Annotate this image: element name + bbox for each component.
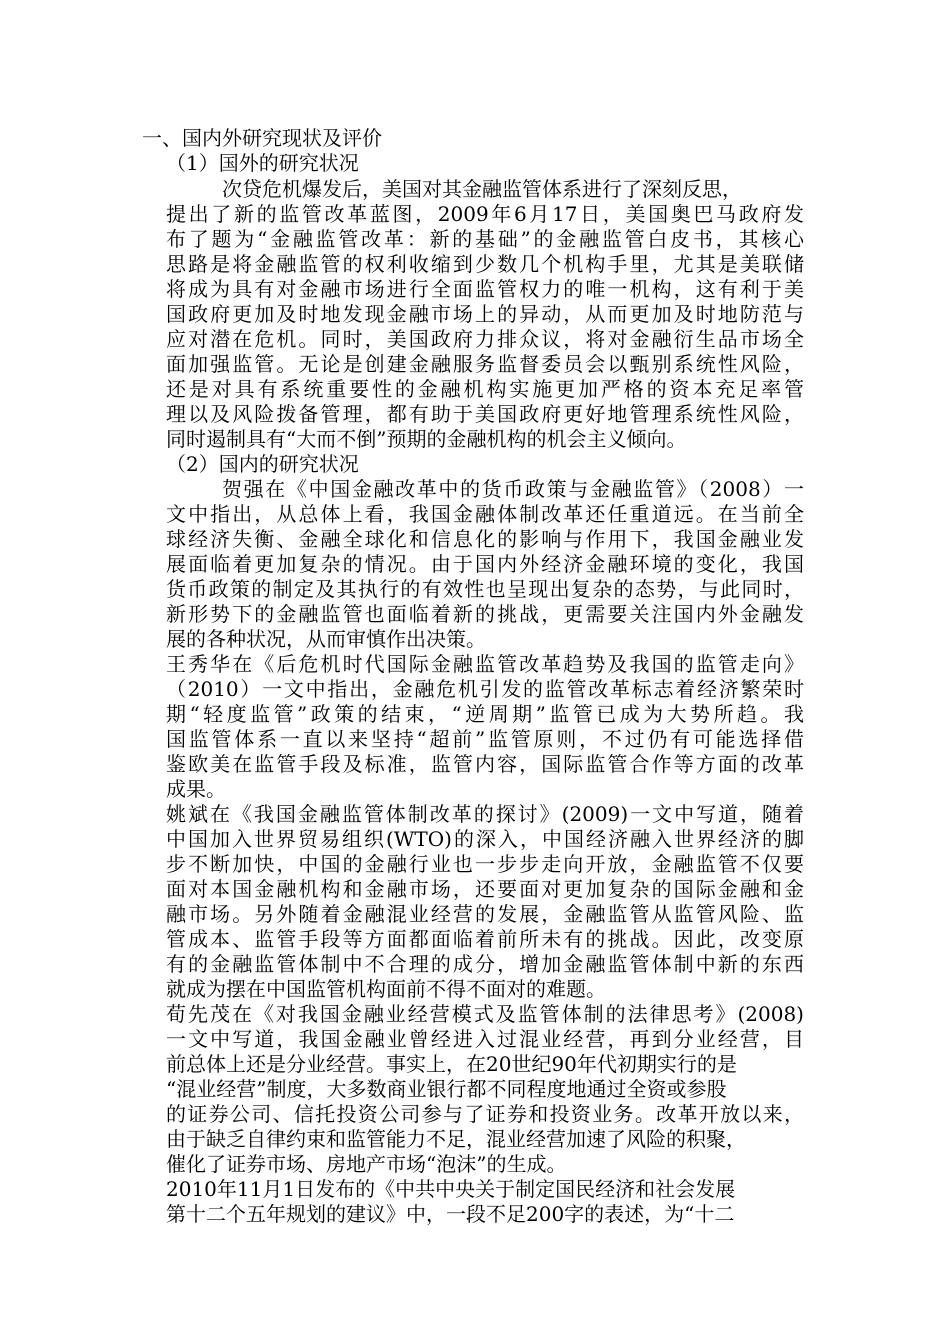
- text-line: 同时遏制具有“大而不倒”预期的金融机构的机会主义倾向。: [166, 427, 687, 451]
- text-line: 国监管体系一直以来坚持“超前”监管原则，不过仍有可能选择借: [166, 727, 804, 751]
- text-line: 成果。: [166, 777, 226, 801]
- text-line: 催化了证券市场、房地产市场“泡沫”的生成。: [166, 1152, 567, 1176]
- text-line: 思路是将金融监管的权利收缩到少数几个机构手里，尤其是美联储: [166, 252, 804, 276]
- text-line: 将成为具有对金融市场进行全面监管权力的唯一机构，这有利于美: [166, 277, 804, 301]
- text-line: 新形势下的金融监管也面临着新的挑战，更需要关注国内外金融发: [166, 602, 804, 626]
- text-line: 的证券公司、信托投资公司参与了证券和投资业务。改革开放以来，: [166, 1102, 804, 1126]
- subheading-domestic: （2）国内的研究状况: [166, 452, 359, 476]
- text-line: 次贷危机爆发后，美国对其金融监管体系进行了深刻反思，: [222, 177, 742, 201]
- text-line: “混业经营”制度，大多数商业银行都不同程度地通过全资或参股: [166, 1077, 727, 1101]
- text-line: 理以及风险拨备管理，都有助于美国政府更好地管理系统性风险，: [166, 402, 804, 426]
- text-line: 国政府更加及时地发现金融市场上的异动，从而更加及时地防范与: [166, 302, 804, 326]
- text-line: 还是对具有系统重要性的金融机构实施更加严格的资本充足率管: [166, 377, 804, 401]
- text-line: 展的各种状况，从而审慎作出决策。: [166, 627, 486, 651]
- text-line: 由于缺乏自律约束和监管能力不足，混业经营加速了风险的积聚，: [166, 1127, 746, 1151]
- text-line: 期“轻度监管”政策的结束，“逆周期”监管已成为大势所趋。我: [166, 702, 804, 726]
- text-line: 文中指出，从总体上看，我国金融体制改革还任重道远。在当前全: [166, 502, 804, 526]
- text-line: 有的金融监管体制中不合理的成分，增加金融监管体制中新的东西: [166, 952, 804, 976]
- text-line: 第十二个五年规划的建议》中，一段不足200字的表述，为“十二: [166, 1202, 735, 1226]
- text-line: 前总体上还是分业经营。事实上，在20世纪90年代初期实行的是: [166, 1052, 737, 1076]
- text-line: 荀先茂在《对我国金融业经营模式及监管体制的法律思考》(2008): [166, 1002, 804, 1026]
- text-line: （2010）一文中指出，金融危机引发的监管改革标志着经济繁荣时: [166, 677, 804, 701]
- text-line: 布了题为“金融监管改革：新的基础”的金融监管白皮书，其核心: [166, 227, 804, 251]
- text-line: 2010年11月1日发布的《中共中央关于制定国民经济和社会发展: [166, 1177, 736, 1201]
- text-line: 面对本国金融机构和金融市场，还要面对更加复杂的国际金融和金: [166, 877, 804, 901]
- text-line: 球经济失衡、金融全球化和信息化的影响与作用下，我国金融业发: [166, 527, 804, 551]
- text-line: 融市场。另外随着金融混业经营的发展，金融监管从监管风险、监: [166, 902, 804, 926]
- text-line: 步不断加快，中国的金融行业也一步步走向开放，金融监管不仅要: [166, 852, 804, 876]
- text-line: 姚斌在《我国金融监管体制改革的探讨》(2009)一文中写道，随着: [166, 802, 804, 826]
- text-line: 中国加入世界贸易组织(WTO)的深入，中国经济融入世界经济的脚: [166, 827, 804, 851]
- text-line: 面加强监管。无论是创建金融服务监督委员会以甄别系统性风险，: [166, 352, 804, 376]
- subheading-foreign: （1）国外的研究状况: [166, 151, 359, 175]
- text-line: 鉴欧美在监管手段及标准，监管内容，国际监管合作等方面的改革: [166, 752, 804, 776]
- text-line: 展面临着更加复杂的情况。由于国内外经济金融环境的变化，我国: [166, 552, 804, 576]
- text-line: 提出了新的监管改革蓝图，2009年6月17日，美国奥巴马政府发: [166, 202, 804, 226]
- text-line: 就成为摆在中国监管机构面前不得不面对的难题。: [166, 977, 606, 1001]
- text-line: 一文中写道，我国金融业曾经进入过混业经营，再到分业经营，目: [166, 1027, 804, 1051]
- text-line: 贺强在《中国金融改革中的货币政策与金融监管》（2008）一: [222, 477, 804, 501]
- text-line: 货币政策的制定及其执行的有效性也呈现出复杂的态势，与此同时，: [166, 577, 804, 601]
- text-line: 王秀华在《后危机时代国际金融监管改革趋势及我国的监管走向》: [166, 652, 804, 676]
- section-heading: 一、国内外研究现状及评价: [142, 126, 382, 150]
- text-line: 应对潜在危机。同时，美国政府力排众议，将对金融衍生品市场全: [166, 327, 804, 351]
- text-line: 管成本、监管手段等方面都面临着前所未有的挑战。因此，改变原: [166, 927, 804, 951]
